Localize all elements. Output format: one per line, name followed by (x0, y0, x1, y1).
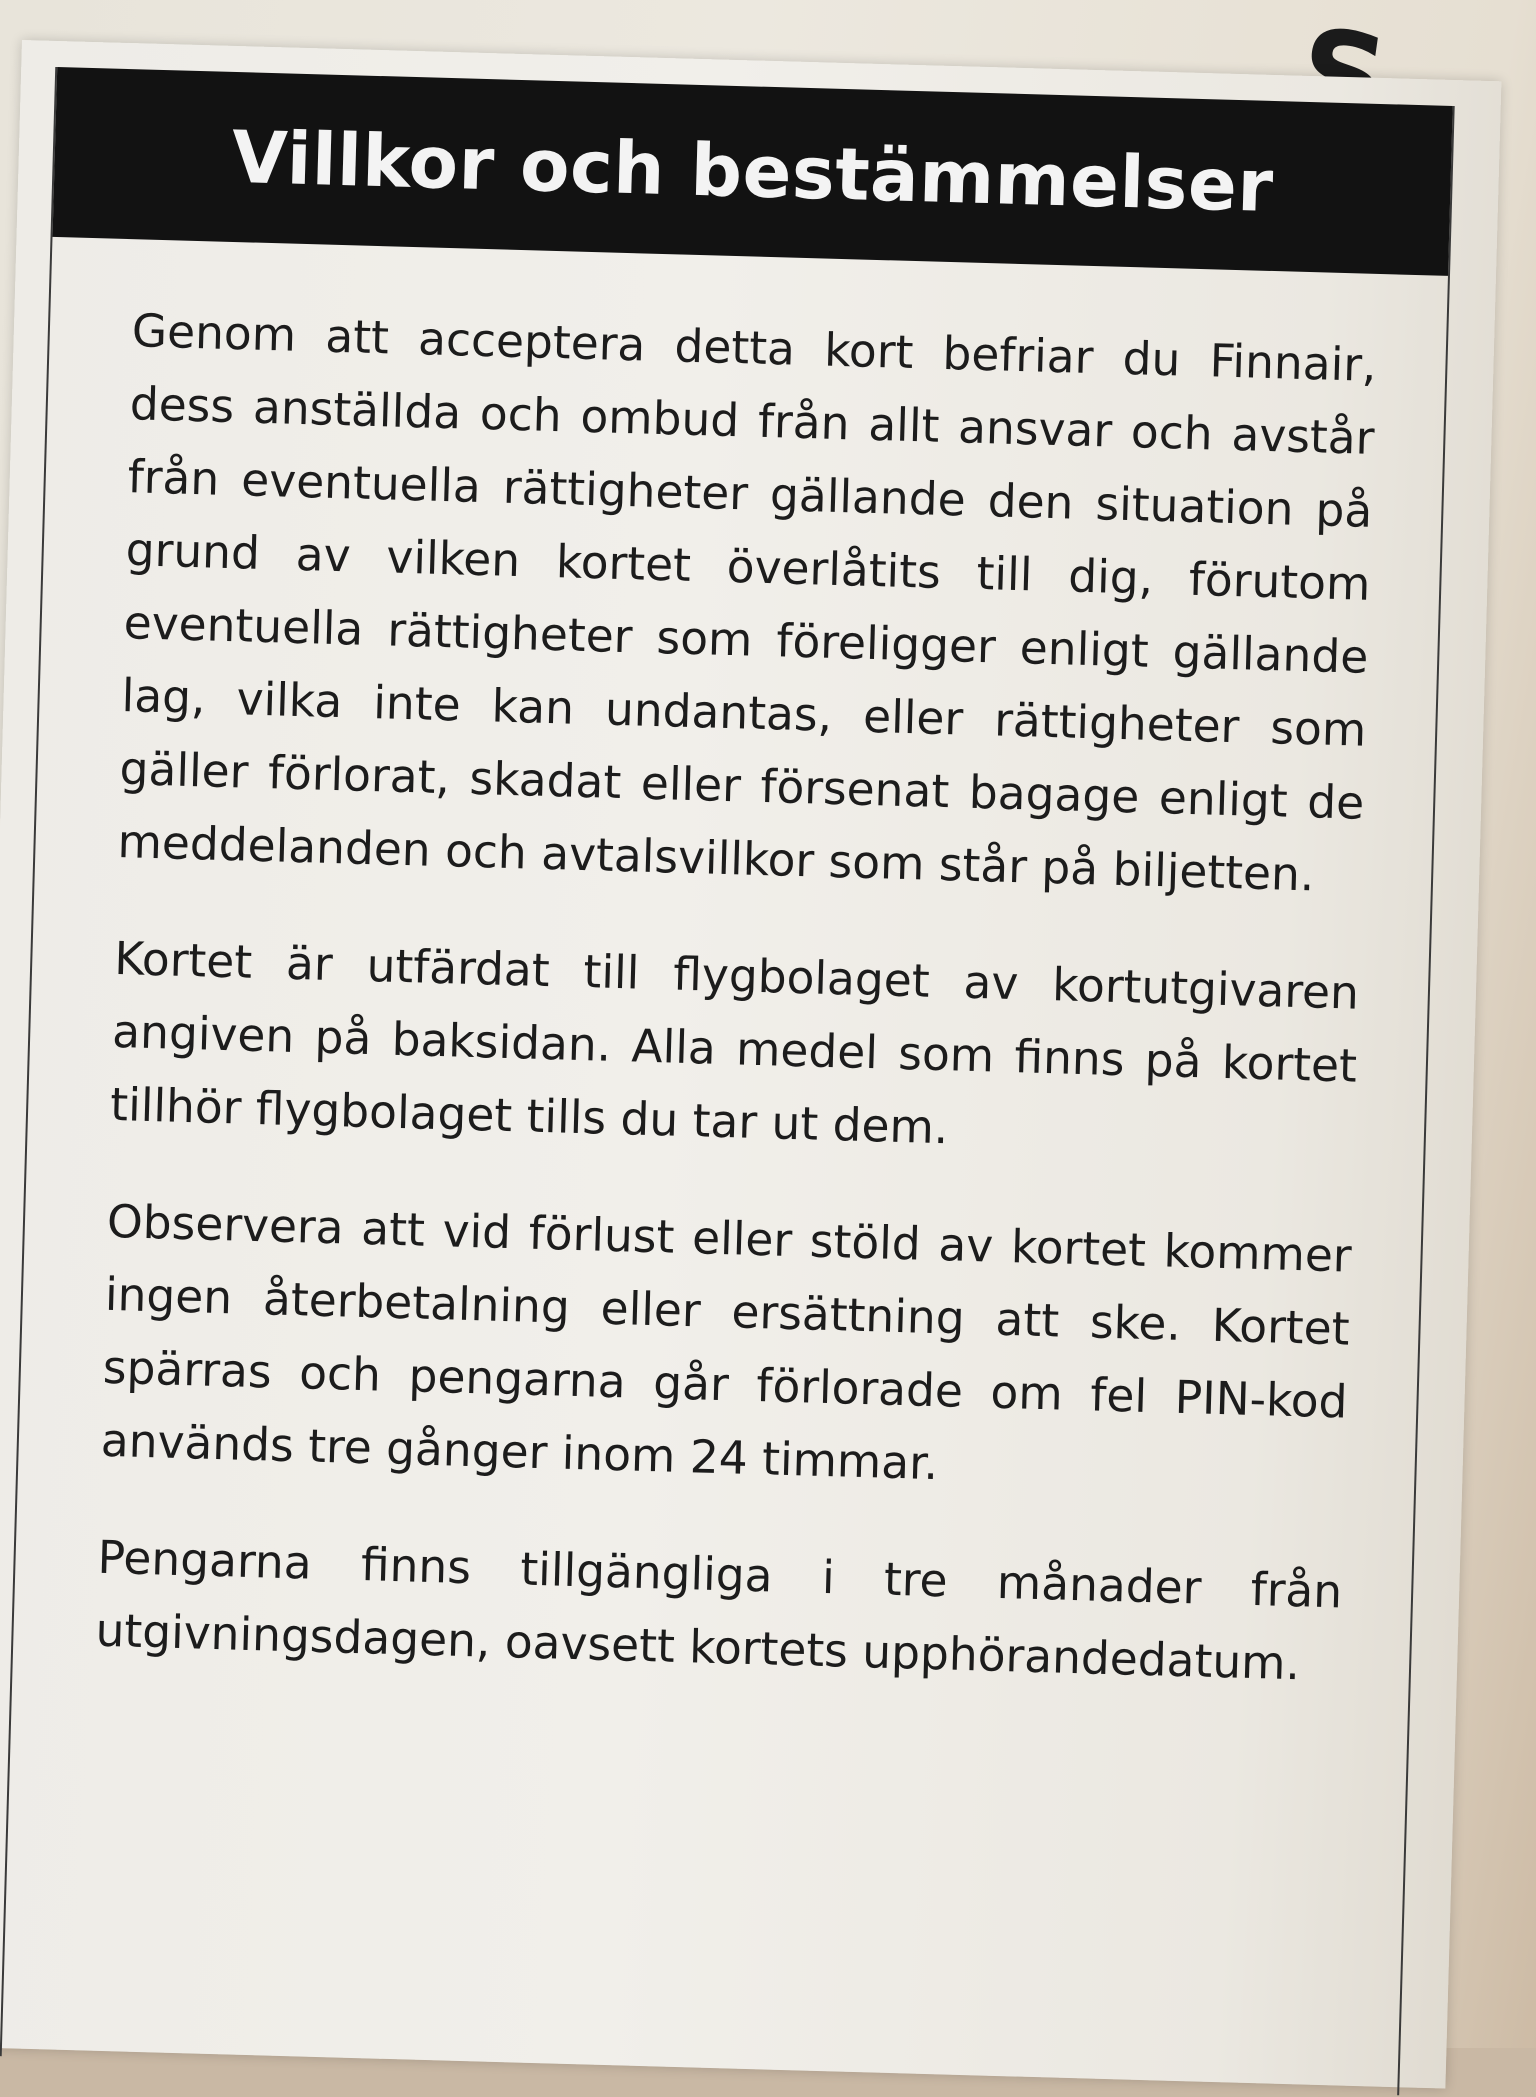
paragraph-liability: Genom att acceptera detta kort befriar du Finnair, dess anställda och ombud från allt ansvar och avstår från eventuella rättigheter gällande den situation på grund av vilken kortet överlåtits till dig, förutom eventuella rättigheter som föreligger enligt gällande lag, vilka inte kan undantas, eller rättigheter som gäller förlorat, skadat eller försenat bagage enligt de meddelanden och avtalsvillkor som står på biljetten. (116, 304, 1378, 902)
terms-frame (0, 67, 1455, 2095)
paragraph-validity: Pengarna finns tillgängliga i tre månader från utgivningsdagen, oavsett kortets upphörandedatum. (94, 1530, 1343, 1691)
page-title: Villkor och bestämmelser (230, 114, 1275, 228)
paragraph-issuer: Kortet är utfärdat till flygbolaget av kortutgivaren angiven på baksidan. Alla medel som finns på kortet tillhör flygbolaget tills du tar ut dem. (109, 931, 1360, 1155)
title-bar (53, 67, 1453, 276)
terms-body (93, 294, 1377, 1745)
booklet-page (0, 40, 1501, 2089)
paragraph-loss-theft: Observera att vid förlust eller stöld av kortet kommer ingen återbetalning eller ersättning att ske. Kortet spärras och pengarna går förlorade om fel PIN-kod används tre gånger inom 24 timmar. (100, 1194, 1353, 1491)
